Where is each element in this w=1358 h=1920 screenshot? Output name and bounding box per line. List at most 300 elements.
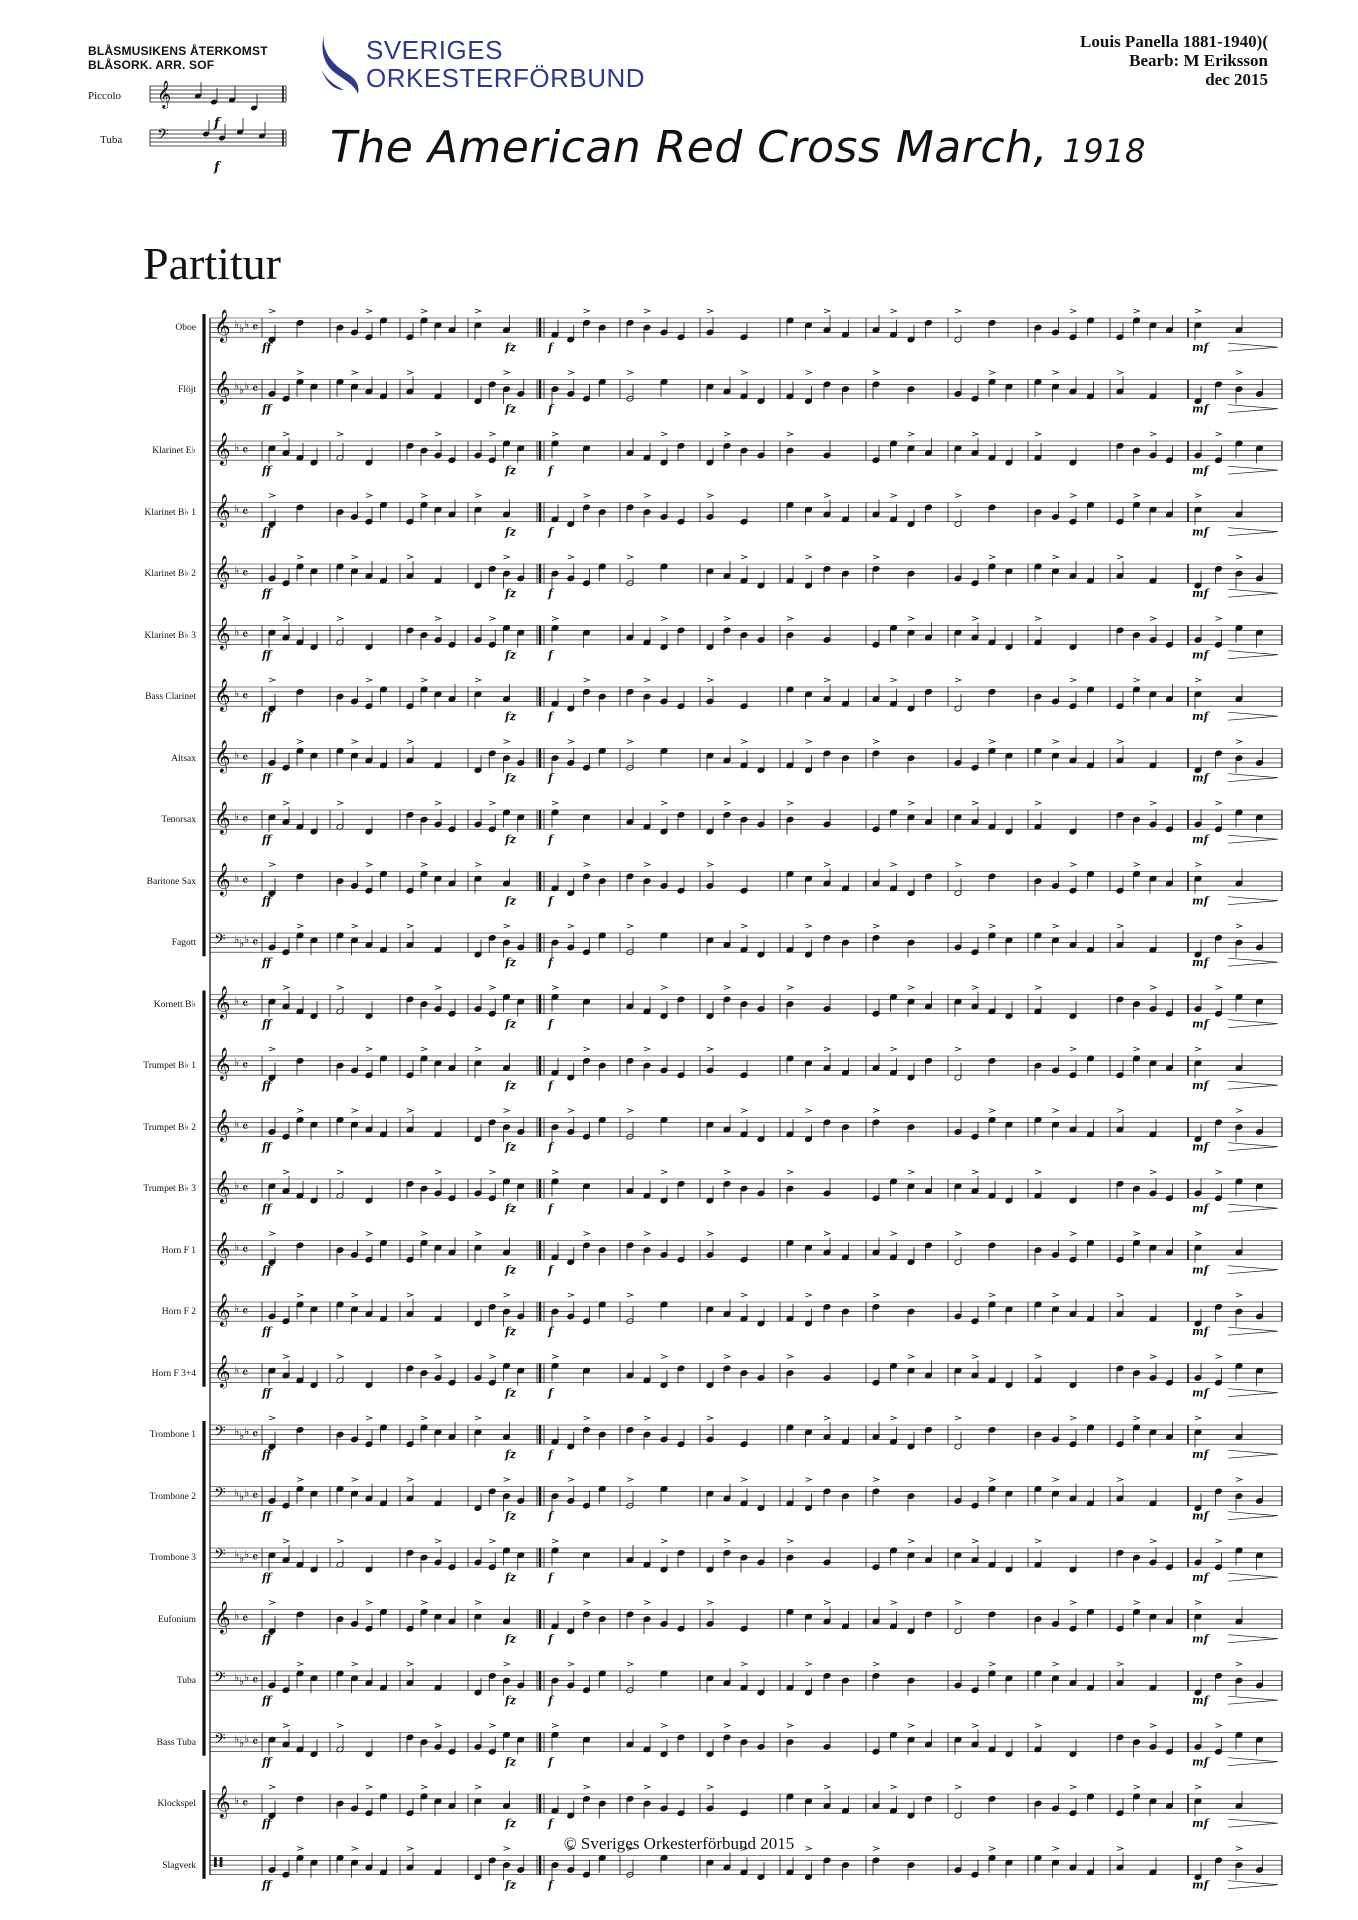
accent-mark: [972, 1724, 978, 1728]
dynamic-ff: ff: [262, 1140, 272, 1154]
flat-icon: ♭: [234, 318, 240, 331]
accent-mark: [1236, 1109, 1242, 1113]
incipit-bass-clef: 𝄢: [157, 126, 169, 147]
accent-mark: [1216, 801, 1222, 805]
accent-mark: [1070, 1601, 1076, 1605]
accent-mark: [269, 678, 275, 682]
accent-mark: [1216, 432, 1222, 436]
bass-clef-icon: 𝄢: [214, 931, 226, 952]
treble-clef-icon: 𝄞: [214, 1170, 231, 1203]
accent-mark: [337, 1539, 343, 1543]
accent-mark: [891, 1416, 897, 1420]
accent-mark: [1236, 555, 1242, 559]
instrument-label: Trumpet B♭ 3: [143, 1184, 196, 1194]
accent-mark: [741, 740, 747, 744]
accent-mark: [873, 924, 879, 928]
accent-mark: [955, 678, 961, 682]
accent-mark: [1150, 617, 1156, 621]
flat-icon: ♭: [234, 871, 240, 885]
decrescendo-hairpin: [1228, 1696, 1278, 1704]
flat-icon: ♭: [244, 318, 250, 331]
accent-mark: [1134, 678, 1140, 682]
accent-mark: [644, 1785, 650, 1789]
accent-mark: [552, 986, 558, 990]
accent-mark: [989, 555, 995, 559]
instrument-label: Horn F 3+4: [151, 1368, 196, 1379]
copyright-footer: © Sveriges Orkesterförbund 2015: [563, 1834, 795, 1853]
arranger: Bearb: M Eriksson: [1129, 51, 1268, 70]
accent-mark: [1134, 1601, 1140, 1605]
accent-mark: [269, 1416, 275, 1420]
accent-mark: [824, 1416, 830, 1420]
accent-mark: [584, 863, 590, 867]
accent-mark: [1195, 309, 1201, 313]
dynamic-ff: ff: [262, 894, 272, 908]
flat-icon: ♭: [234, 1179, 240, 1192]
accent-mark: [352, 740, 358, 744]
instrument-label: Tuba: [176, 1676, 196, 1686]
flat-icon: ♭: [244, 1486, 250, 1500]
decrescendo-hairpin: [1228, 466, 1278, 474]
decrescendo-hairpin: [1228, 1450, 1278, 1458]
flat-icon: ♭: [234, 625, 240, 639]
instrument-label: Bass Clarinet: [145, 692, 196, 702]
dynamic-ff: ff: [262, 1694, 272, 1708]
common-time-icon: 𝄴: [252, 1550, 259, 1566]
decrescendo-hairpin: [1228, 1020, 1278, 1028]
dynamic-f: f: [548, 771, 553, 785]
accent-mark: [1117, 1293, 1123, 1297]
accent-mark: [787, 1539, 793, 1543]
dynamic-fz: fz: [505, 1694, 516, 1708]
common-time-icon: 𝄴: [242, 750, 249, 767]
treble-clef-icon: 𝄞: [214, 678, 231, 711]
staff-19: [210, 1416, 1282, 1461]
accent-mark: [707, 1601, 713, 1605]
accent-mark: [435, 1539, 441, 1543]
dynamic-f: f: [548, 710, 553, 724]
common-time-icon: 𝄴: [242, 1119, 249, 1136]
accent-mark: [584, 1047, 590, 1051]
dynamic-ff: ff: [262, 1202, 272, 1216]
accent-mark: [741, 555, 747, 559]
instrument-label: Klarinet E♭: [152, 446, 196, 456]
flat-icon: ♭: [234, 687, 240, 700]
accent-mark: [1195, 494, 1201, 498]
accent-mark: [707, 678, 713, 682]
dynamic-fz: fz: [505, 1386, 516, 1400]
dynamic-ff: ff: [262, 1017, 272, 1031]
accent-mark: [407, 371, 413, 375]
accent-mark: [707, 863, 713, 867]
accent-mark: [891, 863, 897, 867]
accent-mark: [724, 432, 730, 436]
accent-mark: [435, 617, 441, 621]
accent-mark: [475, 309, 481, 313]
staff-15: [210, 1170, 1282, 1215]
title-main: The American Red Cross March,: [330, 122, 1048, 173]
accent-mark: [283, 986, 289, 990]
decrescendo-hairpin: [1228, 1204, 1278, 1212]
accent-mark: [741, 1662, 747, 1666]
dynamic-mf: mf: [1192, 1755, 1209, 1769]
dynamic-f: f: [548, 402, 553, 416]
accent-mark: [787, 801, 793, 805]
staff-3: [210, 432, 1282, 477]
accent-mark: [873, 1109, 879, 1113]
dynamic-f: f: [548, 525, 553, 539]
accent-mark: [1070, 1785, 1076, 1789]
bass-clef-icon: 𝄢: [214, 1546, 226, 1567]
accent-mark: [1053, 740, 1059, 744]
accent-mark: [891, 494, 897, 498]
accent-mark: [661, 1539, 667, 1543]
accent-mark: [661, 1170, 667, 1174]
accent-mark: [283, 617, 289, 621]
accent-mark: [568, 740, 574, 744]
instrument-label: Kornett B♭: [153, 999, 196, 1010]
common-time-icon: 𝄴: [252, 1427, 259, 1443]
dynamic-mf: mf: [1192, 341, 1209, 355]
instrument-label: Trombone 1: [149, 1430, 196, 1440]
accent-mark: [661, 1355, 667, 1359]
staff-16: [210, 1232, 1282, 1277]
dynamic-fz: fz: [505, 1017, 516, 1031]
accent-mark: [955, 309, 961, 313]
flat-icon: ♭: [244, 1548, 250, 1561]
accent-mark: [1216, 1724, 1222, 1728]
accent-mark: [787, 1724, 793, 1728]
treble-clef-icon: 𝄞: [214, 616, 231, 650]
accent-mark: [568, 924, 574, 928]
accent-mark: [1035, 986, 1041, 990]
common-time-icon: 𝄴: [242, 1058, 249, 1074]
flat-icon: ♭: [234, 1363, 240, 1377]
common-time-icon: 𝄴: [242, 627, 249, 644]
flat-icon: ♭: [234, 379, 240, 393]
accent-mark: [489, 801, 495, 805]
instrument-label: Trombone 3: [149, 1553, 196, 1563]
incipit-dynamic-f: f: [214, 116, 220, 131]
dynamic-ff: ff: [262, 1878, 272, 1892]
accent-mark: [1236, 1662, 1242, 1666]
accent-mark: [806, 924, 812, 928]
common-time-icon: 𝄴: [242, 996, 249, 1013]
flat-icon: ♭: [234, 1671, 240, 1684]
accent-mark: [824, 863, 830, 867]
accent-mark: [1053, 371, 1059, 375]
accent-mark: [644, 494, 650, 498]
accent-mark: [1216, 1170, 1222, 1174]
bass-clef-icon: 𝄢: [214, 1730, 226, 1752]
accent-mark: [1117, 1662, 1123, 1666]
accent-mark: [337, 1355, 343, 1359]
logo-line-1: SVERIGES: [366, 35, 503, 65]
decrescendo-hairpin: [1228, 1266, 1278, 1274]
dynamic-fz: fz: [505, 1079, 516, 1093]
decrescendo-hairpin: [1228, 1573, 1278, 1581]
accent-mark: [707, 494, 713, 498]
dynamic-mf: mf: [1192, 464, 1209, 478]
accent-mark: [1150, 1170, 1156, 1174]
accent-mark: [584, 1232, 590, 1236]
common-time-icon: 𝄴: [252, 1488, 259, 1505]
decrescendo-hairpin: [1228, 1143, 1278, 1151]
accent-mark: [297, 1293, 303, 1297]
flat-icon: ♭: [234, 1117, 240, 1131]
accent-mark: [1236, 924, 1242, 928]
title-year: 1918: [1062, 132, 1146, 170]
accent-mark: [421, 1785, 427, 1789]
accent-mark: [407, 1109, 413, 1113]
dynamic-f: f: [548, 648, 553, 662]
dynamic-fz: fz: [505, 1817, 516, 1831]
instrument-label: Baritone Sax: [146, 876, 196, 887]
accent-mark: [989, 1293, 995, 1297]
dynamic-mf: mf: [1192, 402, 1209, 416]
dynamic-f: f: [548, 1448, 553, 1462]
dynamic-ff: ff: [262, 1817, 272, 1831]
accent-mark: [568, 1478, 574, 1482]
treble-clef-icon: 𝄞: [214, 801, 231, 834]
accent-mark: [873, 1662, 879, 1666]
treble-clef-icon: 𝄞: [214, 739, 231, 773]
dynamic-mf: mf: [1192, 710, 1209, 724]
treble-clef-icon: 𝄞: [214, 1354, 231, 1388]
accent-mark: [475, 678, 481, 682]
decrescendo-hairpin: [1228, 958, 1278, 966]
accent-mark: [741, 371, 747, 375]
accent-mark: [644, 1416, 650, 1420]
treble-clef-icon: 𝄞: [214, 309, 231, 342]
dynamic-f: f: [548, 956, 553, 970]
accent-mark: [366, 1232, 372, 1236]
accent-mark: [1236, 371, 1242, 375]
accent-mark: [1070, 863, 1076, 867]
accent-mark: [724, 1355, 730, 1359]
accent-mark: [873, 740, 879, 744]
accent-mark: [1117, 924, 1123, 928]
accent-mark: [366, 1785, 372, 1789]
accent-mark: [707, 1047, 713, 1051]
accent-mark: [504, 924, 510, 928]
accent-mark: [1035, 1539, 1041, 1543]
accent-mark: [435, 986, 441, 990]
incipit-treble-clef: 𝄞: [157, 80, 172, 108]
accent-mark: [421, 494, 427, 498]
treble-clef-icon: 𝄞: [214, 432, 231, 465]
accent-mark: [908, 1355, 914, 1359]
flat-icon: ♭: [239, 1736, 245, 1750]
decrescendo-hairpin: [1228, 1635, 1278, 1643]
accent-mark: [337, 1170, 343, 1174]
instrument-label: Horn F 1: [161, 1245, 196, 1256]
accent-mark: [297, 1478, 303, 1482]
accent-mark: [552, 617, 558, 621]
accent-mark: [504, 1293, 510, 1297]
dynamic-ff: ff: [262, 464, 272, 478]
accent-mark: [741, 1293, 747, 1297]
accent-mark: [1070, 1047, 1076, 1051]
instrument-label: Trumpet B♭ 1: [143, 1061, 196, 1071]
dynamic-fz: fz: [505, 1632, 516, 1646]
dynamic-mf: mf: [1192, 525, 1209, 539]
instrument-label: Bass Tuba: [156, 1737, 196, 1748]
accent-mark: [824, 1232, 830, 1236]
dynamic-fz: fz: [505, 1755, 516, 1769]
dynamic-mf: mf: [1192, 1694, 1209, 1708]
accent-mark: [283, 432, 289, 436]
staff-25: [210, 1785, 1282, 1830]
accent-mark: [787, 617, 793, 621]
common-time-icon: 𝄴: [242, 443, 249, 459]
common-time-icon: 𝄴: [252, 381, 259, 398]
accent-mark: [568, 371, 574, 375]
accent-mark: [1150, 1724, 1156, 1728]
treble-clef-icon: 𝄞: [214, 862, 231, 896]
dynamic-f: f: [548, 1017, 553, 1031]
dynamic-fz: fz: [505, 1202, 516, 1216]
accent-mark: [584, 1416, 590, 1420]
accent-mark: [644, 1047, 650, 1051]
staff-20: [210, 1478, 1282, 1523]
accent-mark: [407, 740, 413, 744]
flat-icon: ♭: [234, 1425, 240, 1438]
accent-mark: [627, 371, 633, 375]
accent-mark: [955, 1232, 961, 1236]
accent-mark: [824, 678, 830, 682]
accent-mark: [421, 1601, 427, 1605]
treble-clef-icon: 𝄞: [214, 370, 231, 404]
staff-2: [210, 371, 1282, 416]
flat-icon: ♭: [234, 1056, 240, 1069]
accent-mark: [661, 432, 667, 436]
accent-mark: [873, 371, 879, 375]
accent-mark: [1134, 1232, 1140, 1236]
decrescendo-hairpin: [1228, 774, 1278, 782]
accent-mark: [1117, 740, 1123, 744]
accent-mark: [724, 1170, 730, 1174]
accent-mark: [1150, 432, 1156, 436]
treble-clef-icon: 𝄞: [214, 1293, 231, 1326]
accent-mark: [955, 1416, 961, 1420]
dynamic-f: f: [548, 1325, 553, 1339]
flat-icon: ♭: [234, 748, 240, 762]
dynamic-fz: fz: [505, 771, 516, 785]
accent-mark: [504, 1109, 510, 1113]
accent-mark: [584, 678, 590, 682]
dynamic-ff: ff: [262, 833, 272, 847]
accent-mark: [1035, 801, 1041, 805]
bass-clef-icon: 𝄢: [214, 1423, 226, 1444]
dynamic-f: f: [548, 1140, 553, 1154]
flat-icon: ♭: [239, 937, 245, 950]
accent-mark: [1134, 309, 1140, 313]
accent-mark: [972, 1355, 978, 1359]
accent-mark: [1195, 678, 1201, 682]
accent-mark: [552, 801, 558, 805]
dynamic-fz: fz: [505, 1571, 516, 1585]
instrument-label: Horn F 2: [161, 1307, 196, 1317]
flat-icon: ♭: [234, 1302, 240, 1315]
accent-mark: [873, 555, 879, 559]
accent-mark: [1053, 1109, 1059, 1113]
accent-mark: [421, 309, 427, 313]
accent-mark: [475, 1785, 481, 1789]
accent-mark: [269, 1047, 275, 1051]
dynamic-ff: ff: [262, 710, 272, 724]
accent-mark: [504, 1478, 510, 1482]
accent-mark: [584, 494, 590, 498]
accent-mark: [707, 1416, 713, 1420]
dynamic-f: f: [548, 1755, 553, 1769]
dynamic-mf: mf: [1192, 1263, 1209, 1277]
dynamic-fz: fz: [505, 341, 516, 355]
flat-icon: ♭: [239, 383, 245, 397]
common-time-icon: 𝄴: [242, 873, 249, 890]
accent-mark: [1035, 432, 1041, 436]
accent-mark: [787, 986, 793, 990]
accent-mark: [366, 1416, 372, 1420]
accent-mark: [475, 1232, 481, 1236]
accent-mark: [407, 1293, 413, 1297]
accent-mark: [1117, 371, 1123, 375]
accent-mark: [627, 1662, 633, 1666]
treble-clef-icon: 𝄞: [214, 1047, 231, 1080]
accent-mark: [584, 309, 590, 313]
accent-mark: [824, 309, 830, 313]
dynamic-f: f: [548, 833, 553, 847]
dynamic-ff: ff: [262, 1755, 272, 1769]
accent-mark: [824, 1785, 830, 1789]
composer: Louis Panella 1881-1940)(: [1080, 32, 1268, 51]
decrescendo-hairpin: [1228, 1758, 1278, 1766]
staff-21: [210, 1539, 1282, 1584]
accent-mark: [297, 740, 303, 744]
decrescendo-hairpin: [1228, 1881, 1278, 1889]
dynamic-mf: mf: [1192, 1632, 1209, 1646]
accent-mark: [627, 740, 633, 744]
incipit-label-tuba: Tuba: [100, 134, 123, 146]
accent-mark: [724, 1539, 730, 1543]
flat-icon: ♭: [234, 1609, 240, 1623]
accent-mark: [891, 1785, 897, 1789]
accent-mark: [1053, 1478, 1059, 1482]
accent-mark: [955, 494, 961, 498]
dynamic-mf: mf: [1192, 833, 1209, 847]
accent-mark: [824, 494, 830, 498]
accent-mark: [407, 1478, 413, 1482]
accent-mark: [873, 1478, 879, 1482]
accent-mark: [421, 1047, 427, 1051]
arrangement-date: dec 2015: [1205, 70, 1268, 89]
accent-mark: [1134, 494, 1140, 498]
accent-mark: [352, 1478, 358, 1482]
accent-mark: [504, 555, 510, 559]
accent-mark: [421, 863, 427, 867]
accent-mark: [1236, 740, 1242, 744]
dynamic-mf: mf: [1192, 1202, 1209, 1216]
accent-mark: [568, 1293, 574, 1297]
dynamic-ff: ff: [262, 1632, 272, 1646]
decrescendo-hairpin: [1228, 712, 1278, 720]
accent-mark: [989, 371, 995, 375]
dynamic-fz: fz: [505, 1140, 516, 1154]
accent-mark: [741, 1109, 747, 1113]
flat-icon: ♭: [239, 1490, 245, 1504]
accent-mark: [269, 1232, 275, 1236]
accent-mark: [489, 1539, 495, 1543]
